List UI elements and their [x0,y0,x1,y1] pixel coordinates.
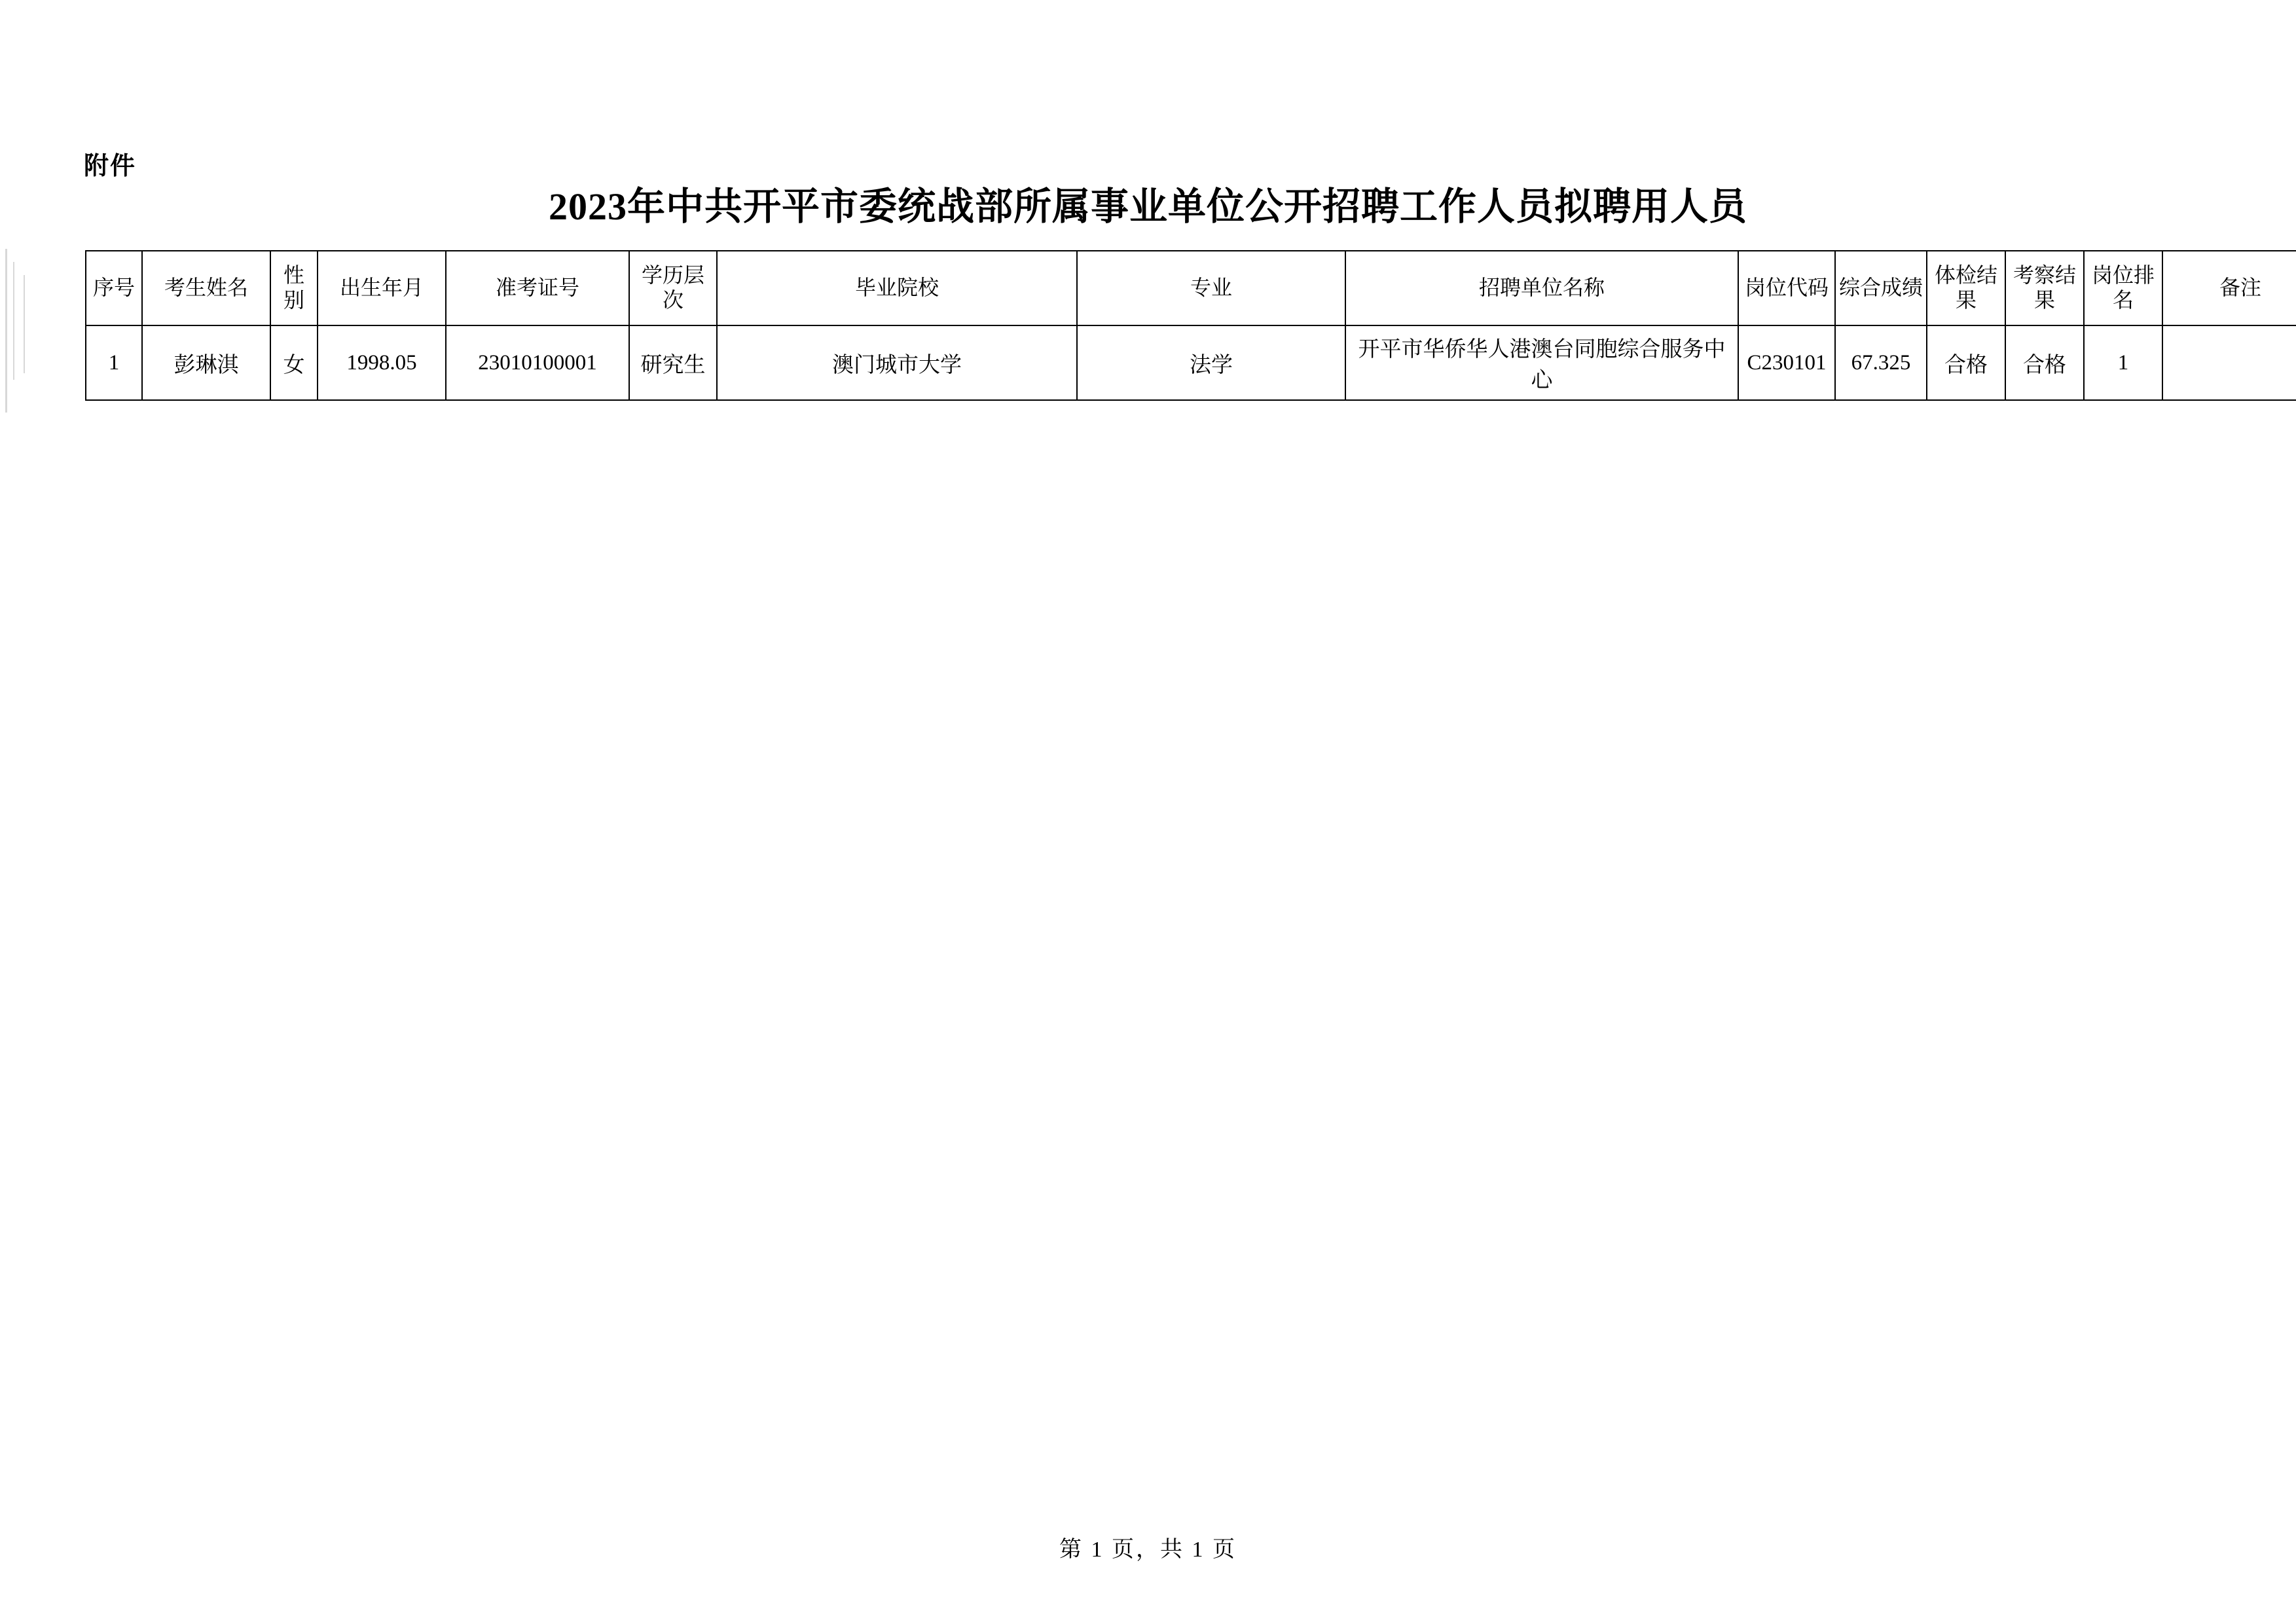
cell-remark [2162,325,2296,400]
table-body [86,325,2296,400]
col-header-school: 毕业院校 [717,251,1077,325]
cell-medical: 合格 [1927,325,2005,400]
hire-table-container [85,250,2261,401]
cell-birth: 1998.05 [318,325,446,400]
cell-ticket: 23010100001 [446,325,629,400]
table-header-row [86,251,2296,325]
cell-post-code: C230101 [1738,325,1835,400]
col-header-rank: 岗位排名 [2084,251,2162,325]
col-header-index: 序号 [86,251,142,325]
cell-rank: 1 [2084,325,2162,400]
col-header-post-code: 岗位代码 [1738,251,1835,325]
hire-table [85,250,2296,401]
scan-artifact [24,275,25,373]
page-title: 2023年中共开平市委统战部所属事业单位公开招聘工作人员拟聘用人员 [548,185,1747,228]
cell-inspection: 合格 [2005,325,2084,400]
col-header-major: 专业 [1077,251,1345,325]
col-header-birth: 出生年月 [318,251,446,325]
cell-education: 研究生 [629,325,717,400]
col-header-name: 考生姓名 [142,251,270,325]
cell-index: 1 [86,325,142,400]
col-header-gender: 性别 [270,251,318,325]
col-header-medical: 体检结果 [1927,251,2005,325]
col-header-inspection: 考察结果 [2005,251,2084,325]
col-header-unit: 招聘单位名称 [1345,251,1738,325]
table-row [86,325,2296,400]
cell-name: 彭琳淇 [142,325,270,400]
table-header [86,251,2296,325]
col-header-score: 综合成绩 [1835,251,1927,325]
col-header-remark: 备注 [2162,251,2296,325]
cell-major: 法学 [1077,325,1345,400]
page-footer: 第 1 页，共 1 页 [1059,1538,1237,1562]
scan-artifact [13,262,14,380]
cell-school: 澳门城市大学 [717,325,1077,400]
col-header-education: 学历层次 [629,251,717,325]
cell-unit: 开平市华侨华人港澳台同胞综合服务中心 [1345,325,1738,400]
cell-gender: 女 [270,325,318,400]
col-header-ticket: 准考证号 [446,251,629,325]
scan-artifact [5,249,7,413]
attachment-label: 附件 [84,153,137,180]
cell-score: 67.325 [1835,325,1927,400]
